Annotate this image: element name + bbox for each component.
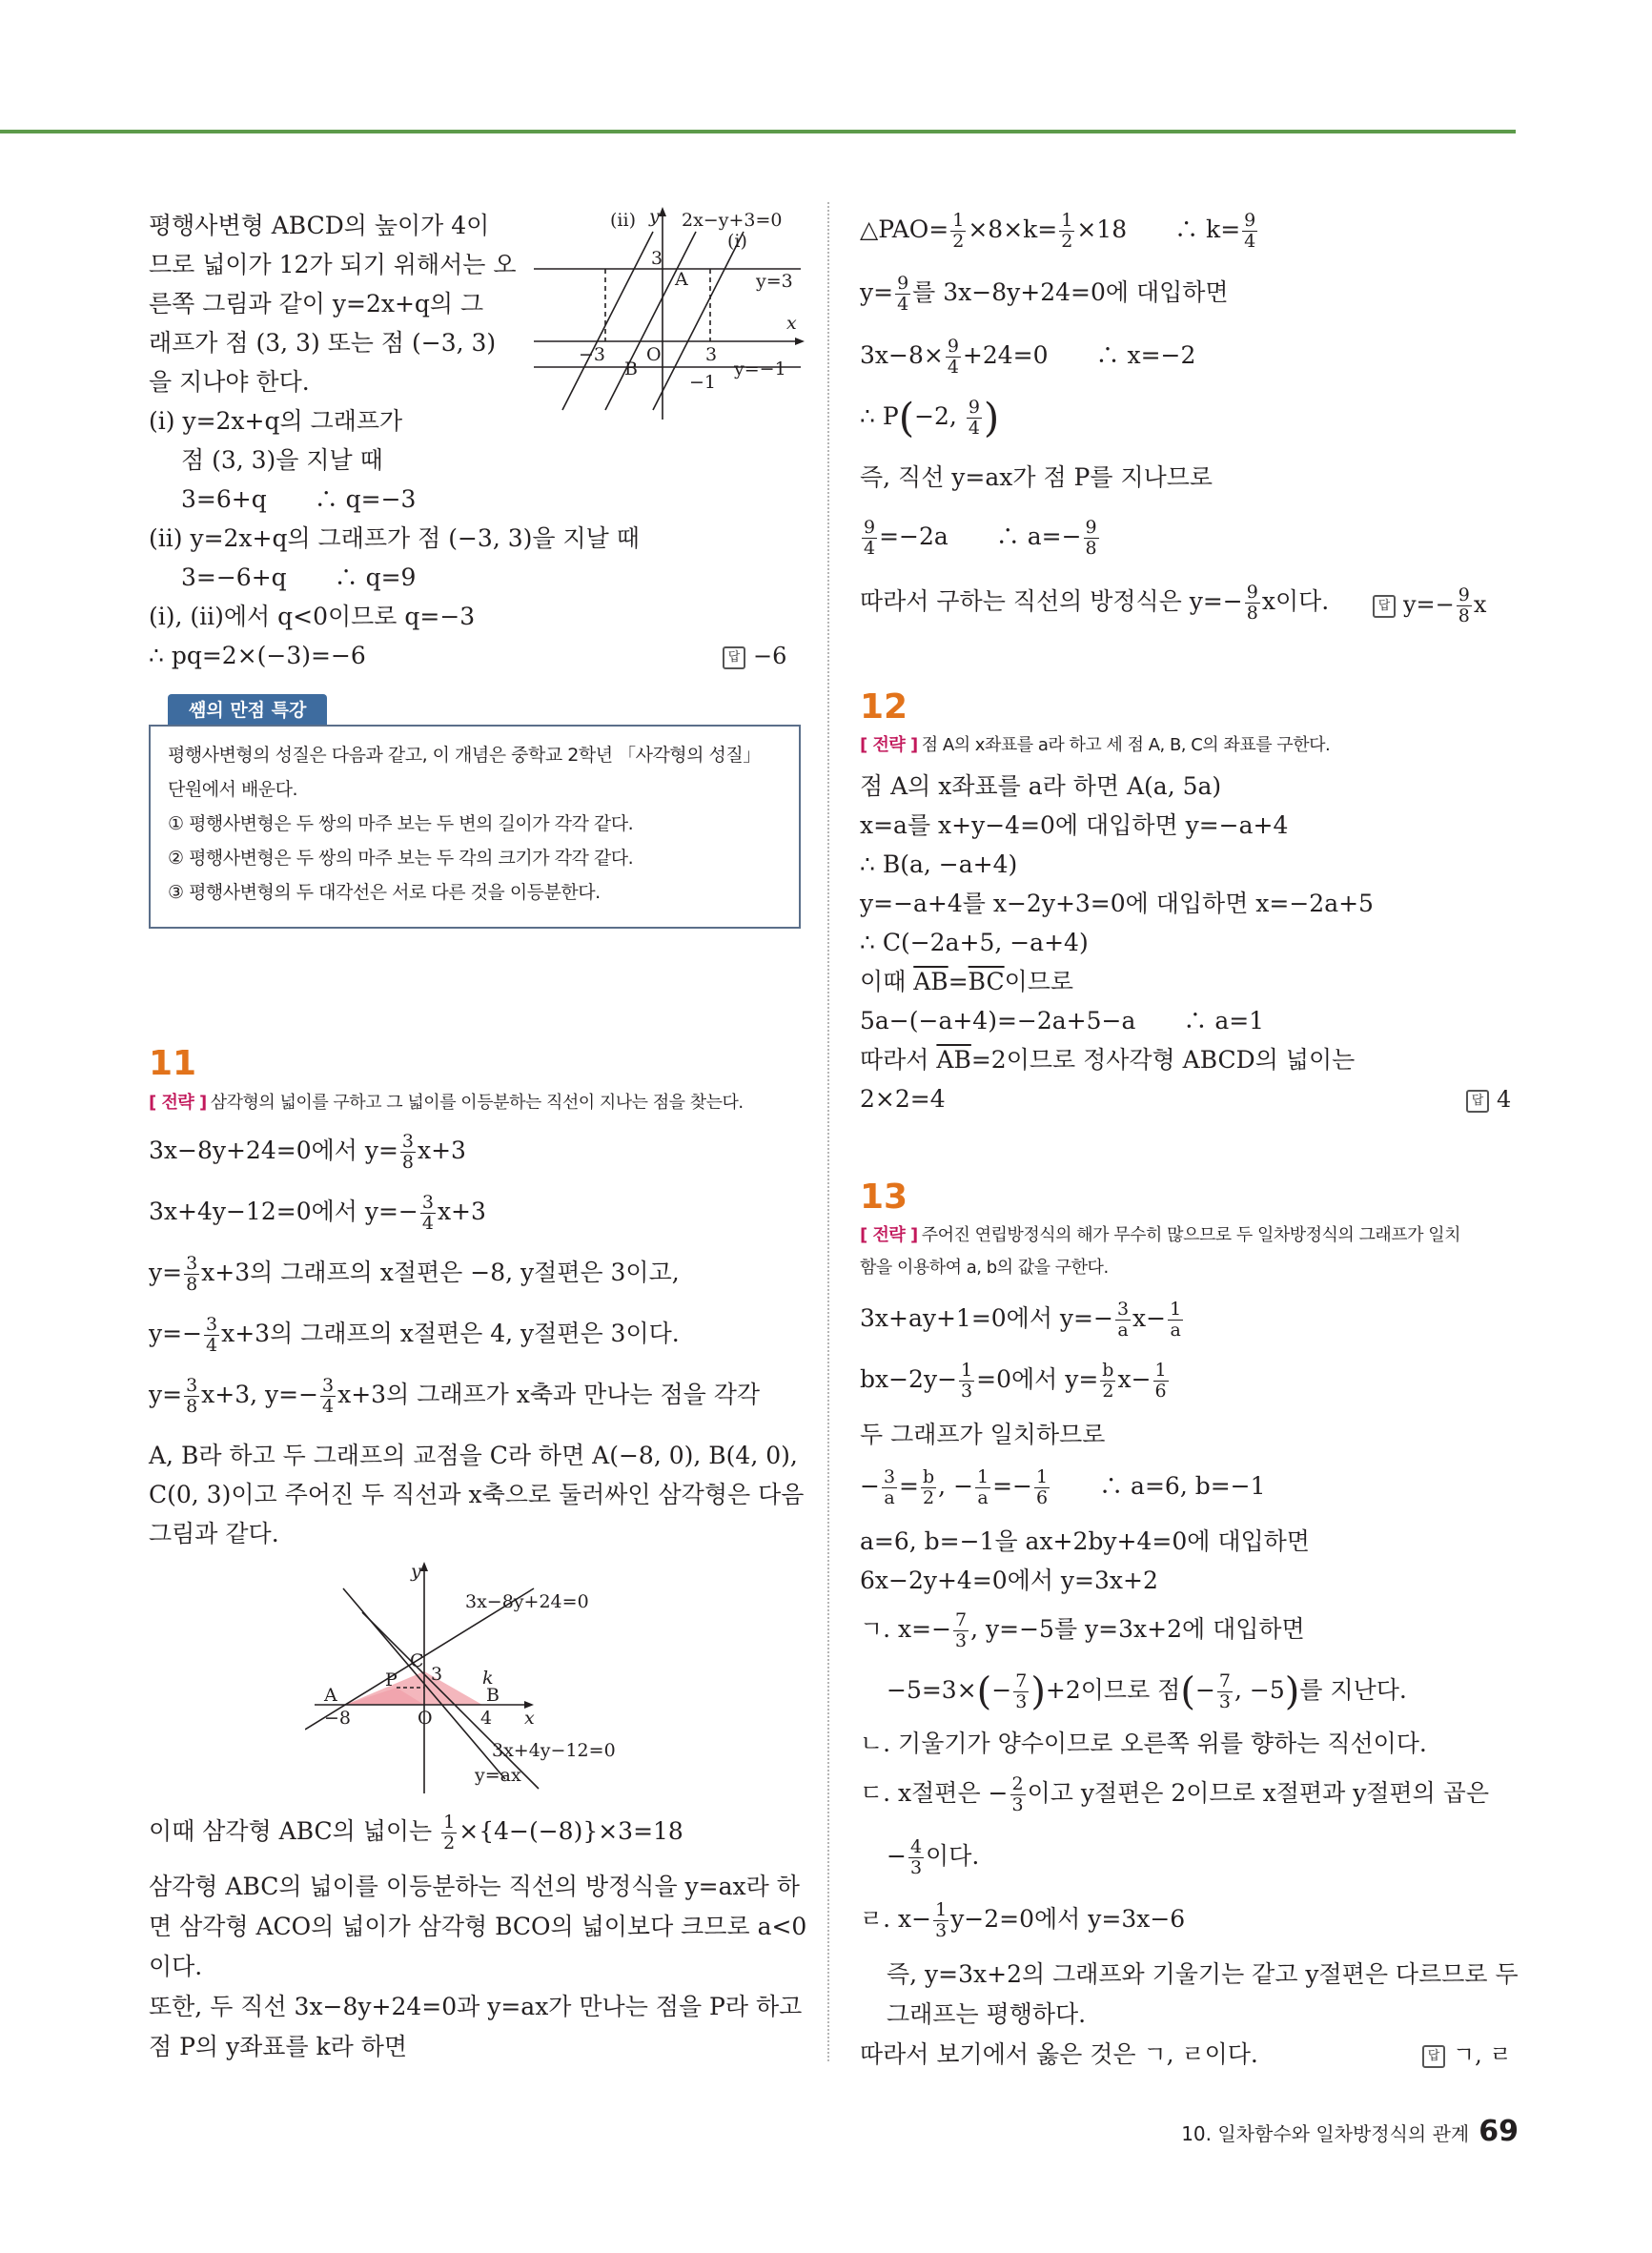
label-k: k — [482, 1668, 494, 1689]
text-line: 3x−8y+24=0에서 y= $\frac{3}{8}$ x+3 — [149, 1131, 466, 1173]
label-A: A — [675, 269, 688, 290]
answer-13: 답 ㄱ, ㄹ — [1422, 2038, 1512, 2071]
label-O: O — [418, 1708, 433, 1729]
text-line: 점 (3, 3)을 지날 때 — [181, 446, 383, 474]
text-line: A, B라 하고 두 그래프의 교점을 C라 하면 A(−8, 0), B(4, 0), — [149, 1442, 798, 1469]
text-line: 따라서 구하는 직선의 방정식은 y=− $\frac{9}{8}$ x이다. — [860, 582, 1330, 624]
label-m1: −1 — [689, 372, 717, 393]
tip-line: ② 평행사변형은 두 쌍의 마주 보는 두 각의 크기가 각각 같다. — [168, 848, 634, 869]
text-line: 므로 넓이가 12가 되기 위해서는 오 — [149, 251, 517, 278]
text-line: 3=6+q ∴ q=−3 — [181, 485, 417, 513]
q12-strategy: [ 전략 ] 점 A의 x좌표를 a라 하고 세 점 A, B, C의 좌표를 구한다. — [860, 735, 1331, 755]
text-line: 또한, 두 직선 3x−8y+24=0과 y=ax가 만나는 점을 P라 하고 — [149, 1993, 803, 2020]
label-i: (i) — [727, 231, 747, 252]
tip-title: 쌤의 만점 특강 — [168, 694, 327, 727]
question-number-13: 13 — [860, 1178, 908, 1217]
label-P: P — [385, 1669, 398, 1690]
text-line: 3x+4y−12=0에서 y=− $\frac{3}{4}$ x+3 — [149, 1192, 486, 1234]
strategy-label: [ 전략 ] — [860, 735, 918, 755]
answer-mark-icon: 답 — [1373, 595, 1396, 618]
text-line: ㄱ. x=− $\frac{7}{3}$ , y=−5를 y=3x+2에 대입하면 — [860, 1609, 1305, 1651]
text-line: (ii) y=2x+q의 그래프가 점 (−3, 3)을 지날 때 — [149, 524, 640, 552]
label-C: C — [410, 1650, 424, 1671]
q11-strategy: [ 전략 ] 삼각형의 넓이를 구하고 그 넓이를 이등분하는 직선이 지나는 점을 찾는다. — [149, 1093, 744, 1113]
answer-11: 답 y=− $\frac{9}{8}$ x — [1373, 585, 1486, 626]
text-line: ㄷ. x절편은 − $\frac{2}{3}$ 이고 y절편은 2이므로 x절편과 y절편의 곱은 — [860, 1773, 1489, 1815]
text-line: 두 그래프가 일치하므로 — [860, 1421, 1106, 1448]
text-line: 2×2=4 — [860, 1085, 946, 1113]
label-y3: y=3 — [756, 271, 793, 292]
text-line: 이때 삼각형 ABC의 넓이는 $\frac{1}{2}$ ×{4−(−8)}×3=18 — [149, 1812, 683, 1854]
text-line: 을 지나야 한다. — [149, 368, 310, 396]
text-line: 6x−2y+4=0에서 y=3x+2 — [860, 1567, 1158, 1594]
text-line: 즉, 직선 y=ax가 점 P를 지나므로 — [860, 463, 1214, 491]
text-line: y=− $\frac{3}{4}$ x+3의 그래프의 x절편은 4, y절편은 3이다. — [149, 1314, 680, 1356]
label-B: B — [624, 358, 638, 379]
q13-strategy-1: [ 전략 ] 주어진 연립방정식의 해가 무수히 많으므로 두 일차방정식의 그래프가 일치 — [860, 1225, 1461, 1245]
text-line: x=a를 x+y−4=0에 대입하면 y=−a+4 — [860, 811, 1289, 839]
tip-line: ① 평행사변형은 두 쌍의 마주 보는 두 변의 길이가 각각 같다. — [168, 813, 634, 834]
text-line: 점 A의 x좌표를 a라 하면 A(a, 5a) — [860, 772, 1222, 800]
top-rule — [0, 130, 1516, 133]
text-line: C(0, 3)이고 주어진 두 직선과 x축으로 둘러싸인 삼각형은 다음 — [149, 1481, 805, 1508]
tip-line: ③ 평행사변형의 두 대각선은 서로 다른 것을 이등분한다. — [168, 882, 601, 903]
label-4: 4 — [480, 1708, 493, 1729]
label-yax: y=ax — [475, 1765, 521, 1786]
text-line: ㄹ. x− $\frac{1}{3}$ y−2=0에서 y=3x−6 — [860, 1899, 1186, 1941]
text-line: y=−a+4를 x−2y+3=0에 대입하면 x=−2a+5 — [860, 890, 1374, 917]
text-line: ∴ C(−2a+5, −a+4) — [860, 929, 1089, 956]
label-m3: −3 — [579, 344, 606, 365]
text-line: 따라서 $\overline{AB}=2$이므로 정사각형 ABCD의 넓이는 — [860, 1046, 1356, 1074]
text-line: 래프가 점 (3, 3) 또는 점 (−3, 3) — [149, 329, 497, 357]
text-line: 평행사변형 ABCD의 높이가 4이 — [149, 212, 490, 239]
strategy-label: [ 전략 ] — [149, 1093, 207, 1113]
text-line: 이다. — [149, 1953, 203, 1980]
text-line: (i) y=2x+q의 그래프가 — [149, 407, 403, 435]
y-arrow — [659, 207, 666, 216]
parallelogram-graph — [529, 205, 806, 424]
text-line: 즉, y=3x+2의 그래프와 기울기는 같고 y절편은 다르므로 두 — [887, 1960, 1519, 1988]
answer-mark-icon: 답 — [723, 646, 745, 669]
label-x: x — [786, 313, 797, 334]
y-arrow — [420, 1562, 428, 1571]
label-A: A — [324, 1685, 337, 1706]
text-line: 른쪽 그림과 같이 y=2x+q의 그 — [149, 290, 484, 317]
chapter-title: 10. 일차함수와 일차방정식의 관계 — [1181, 2122, 1470, 2145]
text-line: y= $\frac{3}{8}$ x+3의 그래프의 x절편은 −8, y절편은 3이고, — [149, 1253, 680, 1295]
text-line: 3x−8× $\frac{9}{4}$ +24=0 ∴ x=−2 — [860, 336, 1196, 378]
label-ym1: y=−1 — [734, 358, 786, 379]
text-line: 삼각형 ABC의 넓이를 이등분하는 직선의 방정식을 y=ax라 하 — [149, 1873, 800, 1900]
text-line: ∴ P(−2, $\frac{9}{4}$ ) — [860, 394, 1000, 441]
text-line: 그림과 같다. — [149, 1520, 279, 1547]
q13-strategy-2: 함을 이용하여 a, b의 값을 구한다. — [860, 1258, 1109, 1278]
label-y: y — [411, 1561, 421, 1582]
triangle-graph — [305, 1560, 658, 1798]
text-line: −5=3×(− $\frac{7}{3}$ )+2이므로 점(− $\frac{7}{3}$ , −5)를 지난다. — [887, 1669, 1407, 1714]
text-line: ∴ pq=2×(−3)=−6 — [149, 642, 366, 669]
text-line: 3x+ay+1=0에서 y=− $\frac{3}{a}$ x− $\frac{1}{a}$ — [860, 1299, 1182, 1341]
line-ii — [562, 232, 653, 410]
text-line: − $\frac{4}{3}$ 이다. — [887, 1836, 980, 1878]
answer-mark-icon: 답 — [1466, 1090, 1489, 1113]
label-p3: 3 — [705, 344, 718, 365]
text-line: y= $\frac{3}{8}$ x+3, y=− $\frac{3}{4}$ x+3의 그래프가 x축과 만나는 점을 각각 — [149, 1375, 761, 1417]
text-line: ㄴ. 기울기가 양수이므로 오른쪽 위를 향하는 직선이다. — [860, 1730, 1427, 1757]
text-line: y= $\frac{9}{4}$ 를 3x−8y+24=0에 대입하면 — [860, 273, 1229, 315]
label-eq1: 3x−8y+24=0 — [465, 1591, 589, 1612]
page-number: 69 — [1479, 2115, 1519, 2148]
text-line: △PAO= $\frac{1}{2}$ ×8×k= $\frac{1}{2}$ ×18 ∴ k= $\frac{9}{4}$ — [860, 210, 1256, 252]
label-eq2: 3x+4y−12=0 — [492, 1740, 616, 1761]
text-line: (i), (ii)에서 q<0이므로 q=−3 — [149, 603, 476, 630]
column-divider — [827, 202, 829, 2061]
text-line: 그래프는 평행하다. — [887, 2000, 1087, 2028]
question-number-12: 12 — [860, 687, 908, 727]
label-3: 3 — [431, 1664, 443, 1685]
text-line: 3=−6+q ∴ q=9 — [181, 563, 417, 591]
text-line: 면 삼각형 ACO의 넓이가 삼각형 BCO의 넓이보다 크므로 a<0 — [149, 1913, 807, 1940]
answer-value: −6 — [753, 643, 787, 669]
label-B: B — [486, 1685, 500, 1706]
question-number-11: 11 — [149, 1044, 197, 1083]
label-x: x — [524, 1708, 535, 1729]
tip-line: 단원에서 배운다. — [168, 779, 298, 800]
text-line: 이때 $\overline{AB}=\overline{BC}$이므로 — [860, 968, 1074, 995]
answer-10 — [723, 640, 786, 672]
text-line: 점 P의 y좌표를 k라 하면 — [149, 2033, 408, 2060]
label-m8: −8 — [324, 1708, 352, 1729]
text-line: ∴ B(a, −a+4) — [860, 850, 1018, 878]
text-line: a=6, b=−1을 ax+2by+4=0에 대입하면 — [860, 1527, 1310, 1555]
page-footer — [1181, 2115, 1519, 2148]
text-line: bx−2y− $\frac{1}{3}$ =0에서 y= $\frac{b}{2}$ x− $\frac{1}{6}$ — [860, 1360, 1167, 1402]
label-y: y — [649, 206, 660, 227]
label-ii: (ii) — [610, 210, 636, 231]
label-3y: 3 — [651, 248, 663, 269]
label-eq: 2x−y+3=0 — [682, 210, 783, 231]
answer-mark-icon: 답 — [1422, 2045, 1445, 2068]
label-O: O — [646, 344, 662, 365]
text-line: 5a−(−a+4)=−2a+5−a ∴ a=1 — [860, 1007, 1265, 1034]
answer-12: 답 4 — [1466, 1083, 1511, 1116]
text-line: 따라서 보기에서 옳은 것은 ㄱ, ㄹ이다. — [860, 2040, 1258, 2068]
x-arrow — [795, 338, 805, 345]
tip-line: 평행사변형의 성질은 다음과 같고, 이 개념은 중학교 2학년 「사각형의 성질」 — [168, 745, 761, 766]
text-line: $\frac{9}{4}$ =−2a ∴ a=− $\frac{9}{8}$ — [864, 517, 1097, 559]
text-line: − $\frac{3}{a}$ = $\frac{b}{2}$ , − $\frac{1}{a}$ =− $\frac{1}{6}$ ∴ a=6, b=−1 — [860, 1466, 1266, 1508]
strategy-label: [ 전략 ] — [860, 1225, 918, 1245]
